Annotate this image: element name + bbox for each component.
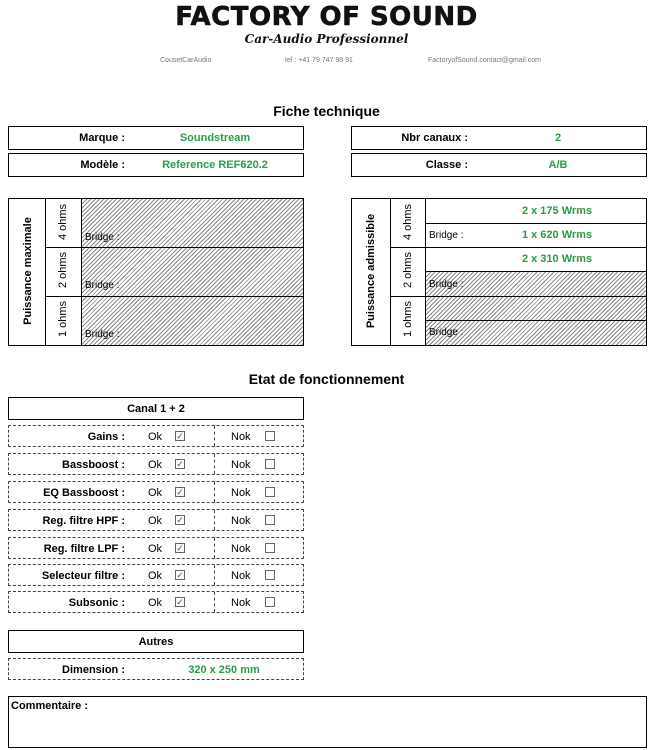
max-4ohms-bridge: Bridge : [85, 232, 120, 243]
check-row-eq-bassboost [8, 481, 304, 503]
nok-label: Nok [231, 597, 251, 609]
adm-1ohms-bridge: Bridge : [429, 327, 464, 338]
modele-value: Reference REF620.2 [162, 159, 268, 171]
brand-logo: FACTORY OF SOUND [175, 2, 478, 32]
ok-label: Ok [148, 515, 163, 527]
contact-name: CousetCarAudio [160, 57, 212, 64]
nok-checkbox[interactable] [265, 487, 275, 497]
adm-4ohms-bridge-value: 1 x 620 Wrms [521, 229, 593, 241]
check-row-lpf [8, 537, 304, 559]
contact-phone: tel : +41 79 747 98 91 [285, 57, 353, 64]
max-1ohms-label: 1 ohms [57, 300, 69, 338]
marque-row [8, 126, 304, 150]
classe-row [351, 153, 647, 177]
max-2ohms-label: 2 ohms [57, 251, 69, 289]
nok-checkbox[interactable] [265, 543, 275, 553]
contact-email: FactoryofSound.contact@gmail.com [428, 57, 541, 64]
autres-label: Autres [138, 636, 174, 648]
modele-row [8, 153, 304, 177]
adm-2ohms-value: 2 x 310 Wrms [521, 253, 593, 265]
classe-value: A/B [548, 159, 568, 171]
nok-label: Nok [231, 515, 251, 527]
check-label: Bassboost : [62, 459, 125, 471]
puissance-max-table [8, 198, 304, 346]
canaux-row [351, 126, 647, 150]
ok-checkbox[interactable]: ✓ [176, 597, 184, 607]
modele-label: Modèle : [80, 159, 125, 171]
puissance-max-title: Puissance maximale [22, 217, 34, 325]
canaux-value: 2 [554, 132, 562, 144]
adm-2ohms-bridge: Bridge : [429, 279, 464, 290]
canal-label: Canal 1 + 2 [127, 403, 185, 415]
marque-label: Marque : [79, 132, 125, 144]
check-row-gains [8, 425, 304, 447]
check-label: Gains : [87, 431, 125, 443]
etat-title: Etat de fonctionnement [248, 371, 405, 387]
check-label: Reg. filtre LPF : [43, 543, 125, 555]
nok-checkbox[interactable] [265, 431, 275, 441]
fiche-technique-title: Fiche technique [273, 103, 380, 119]
max-4ohms-label: 4 ohms [57, 203, 69, 241]
adm-4ohms-value: 2 x 175 Wrms [521, 205, 593, 217]
puissance-adm-table [351, 198, 647, 346]
max-1ohms-bridge: Bridge : [85, 329, 120, 340]
nok-checkbox[interactable] [265, 597, 275, 607]
check-label: Subsonic : [68, 597, 125, 609]
check-row-selecteur [8, 564, 304, 586]
check-label: EQ Bassboost : [43, 487, 125, 499]
dimension-label: Dimension : [62, 664, 125, 676]
puissance-max-hatch [82, 199, 303, 345]
canal-header [8, 397, 304, 420]
adm-1ohms-label: 1 ohms [402, 300, 414, 338]
adm-4ohms-label: 4 ohms [402, 203, 414, 241]
ok-checkbox[interactable]: ✓ [176, 543, 184, 553]
ok-label: Ok [148, 487, 163, 499]
ok-label: Ok [148, 570, 163, 582]
adm-2ohms-label: 2 ohms [402, 251, 414, 289]
ok-checkbox[interactable]: ✓ [176, 570, 184, 580]
ok-label: Ok [148, 597, 163, 609]
ok-checkbox[interactable]: ✓ [176, 459, 184, 469]
check-row-hpf [8, 509, 304, 531]
nok-label: Nok [231, 431, 251, 443]
marque-value: Soundstream [179, 132, 251, 144]
adm-4ohms-bridge: Bridge : [429, 230, 464, 241]
nok-checkbox[interactable] [265, 459, 275, 469]
nok-label: Nok [231, 487, 251, 499]
nok-label: Nok [231, 543, 251, 555]
check-label: Reg. filtre HPF : [42, 515, 125, 527]
check-row-subsonic [8, 591, 304, 613]
ok-checkbox[interactable]: ✓ [176, 487, 184, 497]
ok-checkbox[interactable]: ✓ [176, 431, 184, 441]
check-row-bassboost [8, 453, 304, 475]
nok-checkbox[interactable] [265, 515, 275, 525]
ok-label: Ok [148, 431, 163, 443]
nok-checkbox[interactable] [265, 570, 275, 580]
ok-checkbox[interactable]: ✓ [176, 515, 184, 525]
max-2ohms-bridge: Bridge : [85, 280, 120, 291]
dimension-row [8, 658, 304, 680]
canaux-label: Nbr canaux : [401, 132, 468, 144]
ok-label: Ok [148, 543, 163, 555]
commentaire-box[interactable] [8, 696, 647, 748]
nok-label: Nok [231, 459, 251, 471]
nok-label: Nok [231, 570, 251, 582]
commentaire-label: Commentaire : [11, 700, 89, 712]
classe-label: Classe : [425, 159, 468, 171]
autres-header [8, 630, 304, 653]
ok-label: Ok [148, 459, 163, 471]
brand-tagline: Car-Audio Professionnel [244, 32, 409, 46]
dimension-value: 320 x 250 mm [188, 664, 260, 676]
check-label: Selecteur filtre : [41, 570, 125, 582]
puissance-adm-title: Puissance admissible [365, 213, 377, 329]
